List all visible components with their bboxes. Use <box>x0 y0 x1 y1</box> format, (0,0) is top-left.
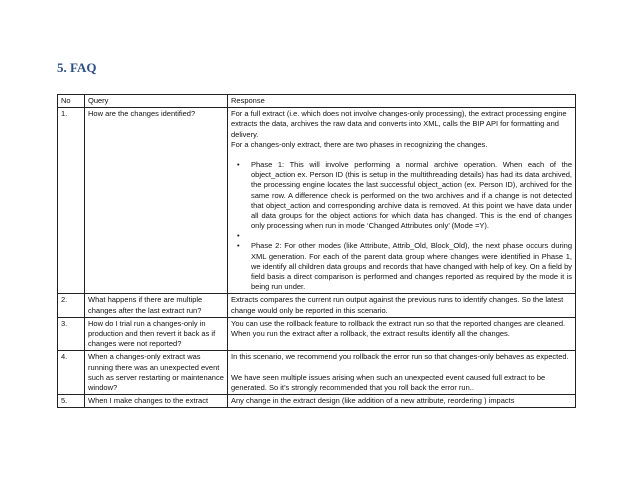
row-response: Any change in the extract design (like addition of a new attribute, reordering ) impacts <box>228 395 576 408</box>
row-response: Extracts compares the current run output against the previous runs to identify changes. So the latest change would only be reported in this scenario. <box>228 294 576 317</box>
faq-table <box>57 94 576 408</box>
phase-2-bullet: • Phase 2: For other modes (like Attribute, Attrib_Old, Block_Old), the next phase occurs during XML generation. For each of the parent data group where changes were identified in Phase 1, we identify all children data groups and records that have changed with help of key. On a field by field basis a direct comparison is performed and changes reported as required by the mode it is being run under. <box>251 241 572 292</box>
table-row <box>58 395 576 408</box>
row-number: 5. <box>58 395 85 408</box>
header-no: No <box>58 95 85 108</box>
phase-list <box>231 160 572 292</box>
response-paragraph: For a changes-only extract, there are two phases in recognizing the changes. <box>231 139 488 149</box>
header-response: Response <box>228 95 576 108</box>
response-paragraph: For a full extract (i.e. which does not involve changes-only processing), the extract processing engine extracts the data, archives the raw data and converts into XML, calls the BIP API for formatting and delivery. <box>231 109 567 139</box>
row-response <box>228 108 576 294</box>
table-row <box>58 108 576 294</box>
row-number: 4. <box>58 351 85 395</box>
table-row <box>58 317 576 351</box>
row-query: When I make changes to the extract <box>85 395 228 408</box>
table-row <box>58 351 576 395</box>
row-query: How are the changes identified? <box>85 108 228 294</box>
row-response <box>228 351 576 395</box>
response-paragraph: We have seen multiple issues arising when such an unexpected event caused full extract to be generated. So it’s strongly recommended that you roll back the error run.. <box>231 372 546 392</box>
row-response: You can use the rollback feature to rollback the extract run so that the reported changes are cleaned. When you run the extract after a rollback, the extract results identify all the changes. <box>228 317 576 351</box>
row-query: What happens if there are multiple changes after the last extract run? <box>85 294 228 317</box>
header-query: Query <box>85 95 228 108</box>
row-number: 2. <box>58 294 85 317</box>
table-row <box>58 294 576 317</box>
row-number: 3. <box>58 317 85 351</box>
section-heading: 5. FAQ <box>57 60 97 75</box>
response-paragraph: In this scenario, we recommend you rollback the error run so that changes-only behaves as expected. <box>231 352 569 362</box>
row-query: How do I trial run a changes-only in production and then revert it back as if changes were not reported? <box>85 317 228 351</box>
row-query: When a changes-only extract was running there was an unexpected event such as server restarting or maintenance window? <box>85 351 228 395</box>
table-header-row <box>58 95 576 108</box>
phase-1-bullet: • Phase 1: This will involve performing a normal archive operation. When each of the object_action ex. Person ID (this is setup in the multithreading details) has had its data archived, the processing engine locates the last successful object_action (ex. Person ID), archived for the same row. A difference check is performed on the two archives and if a change is not detected that object_action and corresponding archive data is removed. At this point we have data under all data groups for the object actions for which data has changed. This is the end of changes only processing when run in mode ‘Changed Attributes only’ (Mode =Y). <box>251 160 572 231</box>
row-number: 1. <box>58 108 85 294</box>
